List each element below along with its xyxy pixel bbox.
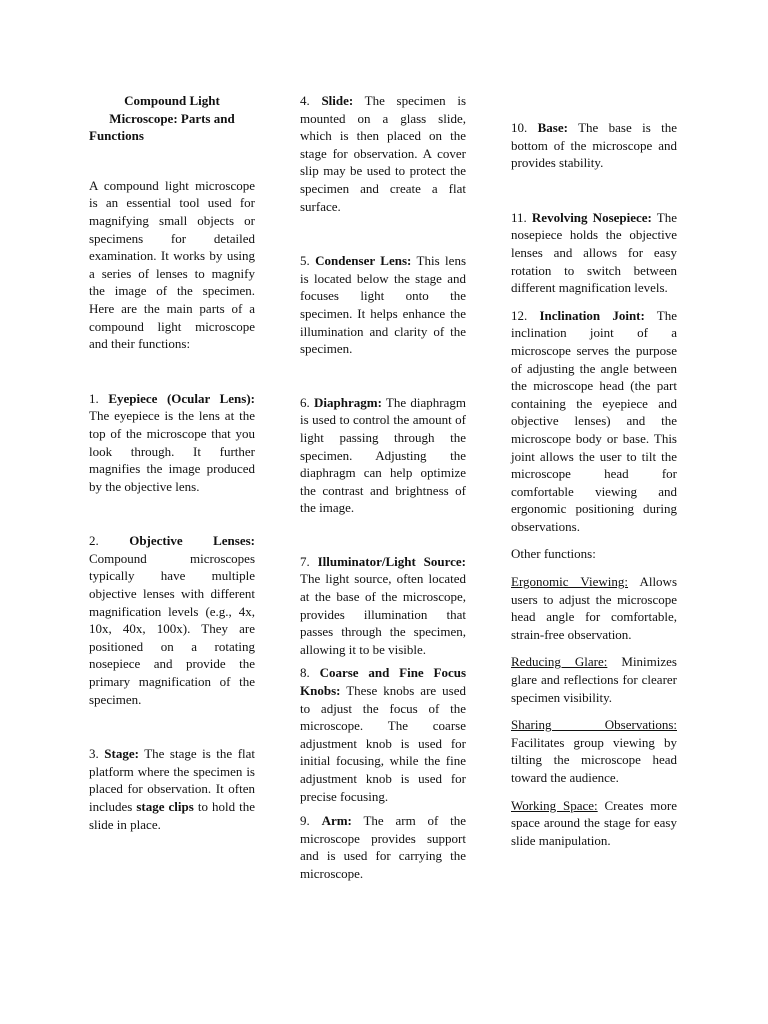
other-function-ergonomic <box>511 573 677 643</box>
item-term: Condenser Lens: <box>315 253 412 269</box>
item-illuminator <box>300 553 466 659</box>
item-stage <box>89 745 255 833</box>
other-function-working-space <box>511 797 677 850</box>
other-function-text: Allows users to adjust the microscope head angle for comfortable, strain-free observation. <box>511 574 677 642</box>
item-text: The inclination joint of a microscope serves the purpose of adjusting the angle between the microscope head (the part containing the eyepiece and objective lenses) and the microscope body or base. This joint allows the user to tilt the microscope head for comfortable viewing and ergonomic positioning during observations. <box>511 307 678 534</box>
item-number: 10. <box>511 120 528 135</box>
item-term: Slide: <box>321 93 354 108</box>
item-arm <box>300 812 466 882</box>
item-number: 1. <box>89 390 99 406</box>
item-number: 7. <box>300 553 310 569</box>
item-term: Eyepiece (Ocular Lens): <box>108 390 255 406</box>
other-function-text: Facilitates group viewing by tilting the microscope head toward the audience. <box>511 734 677 785</box>
item-slide <box>300 92 466 215</box>
intro-paragraph: A compound light microscope is an essential tool used for magnifying small objects or specimens for detailed examination. It works by using a series of lenses to magnify the image of the specimen. Here are the main parts of a compound light microscope and their functions: <box>89 177 255 352</box>
item-term: Arm: <box>321 813 352 829</box>
item-revolving-nosepiece <box>511 209 677 297</box>
item-number: 6. <box>300 394 310 410</box>
item-number: 8. <box>300 665 310 681</box>
item-term: Illuminator/Light Source: <box>317 553 466 569</box>
other-function-term: Reducing Glare: <box>511 654 608 670</box>
item-text: The arm of the microscope provides support and is used for carrying the microscope. <box>300 813 467 881</box>
item-number: 2. <box>89 533 99 549</box>
item-term: Objective Lenses: <box>129 533 255 549</box>
other-function-glare <box>511 653 677 706</box>
item-inclination-joint <box>511 307 677 536</box>
item-text: The diaphragm is used to control the amount of light passing through the specimen. Adjusting the diaphragm can help optimize the contrast and brightness of the image. <box>300 394 466 516</box>
other-function-term: Working Space: <box>511 797 598 813</box>
item-text: The specimen is mounted on a glass slide, which is then placed on the stage for observation. A cover slip may be used to protect the specimen and create a flat surface. <box>300 93 467 214</box>
item-text: The eyepiece is the lens at the top of the microscope that you look through. It further magnifies the image produced by the objective lens. <box>89 408 255 494</box>
item-number: 9. <box>300 813 310 829</box>
other-functions-heading: Other functions: <box>511 546 596 562</box>
other-function-text: Minimizes glare and reflections for clearer specimen visibility. <box>511 654 677 705</box>
item-diaphragm <box>300 394 466 517</box>
item-number: 3. <box>89 746 99 762</box>
item-term: Diaphragm: <box>314 394 382 410</box>
item-term: Base: <box>537 120 568 135</box>
item-text: These knobs are used to adjust the focus of the microscope. The coarse adjustment knob is used for initial focusing, while the fine adjustment knob is used for precise focusing. <box>300 683 466 804</box>
item-objective-lenses <box>89 532 255 708</box>
item-text: The stage is the flat platform where the specimen is placed for observation. It often includes <box>89 746 256 814</box>
other-function-term: Sharing Observations: <box>511 717 677 733</box>
item-term: Revolving Nosepiece: <box>531 209 652 225</box>
item-term-inline: stage clips <box>136 799 194 814</box>
item-text: The base is the bottom of the microscope and provides stability. <box>511 120 677 171</box>
item-base <box>511 119 677 172</box>
item-text: to hold the slide in place. <box>89 799 255 832</box>
item-number: 5. <box>300 253 310 269</box>
item-term: Stage: <box>104 746 139 762</box>
item-number: 11. <box>511 209 527 225</box>
item-term: Inclination Joint: <box>539 307 645 323</box>
item-condenser-lens <box>300 252 466 358</box>
item-text: The light source, often located at the base of the microscope, provides illumination that passes through the specimen, allowing it to be visible. <box>300 571 466 657</box>
item-eyepiece <box>89 390 255 496</box>
item-number: 4. <box>300 93 310 108</box>
page-title: Compound Light Microscope: Parts and Functions <box>89 93 235 144</box>
item-term: Coarse and Fine Focus Knobs: <box>300 665 466 699</box>
item-text: This lens is located below the stage and focuses light onto the specimen. It helps enhance the illumination and clarity of the specimen. <box>300 253 466 357</box>
column-3 <box>511 119 677 849</box>
other-function-sharing <box>511 716 677 786</box>
item-text: The nosepiece holds the objective lenses and allows for easy rotation to switch between different magnification levels. <box>511 209 677 296</box>
column-1 <box>89 92 255 833</box>
item-text: Compound microscopes typically have multiple objective lenses with different magnification levels (e.g., 4x, 10x, 40x, 100x). They are positioned on a rotating nosepiece and provide the primary magnification of the specimen. <box>89 550 255 707</box>
other-function-text: Creates more space around the stage for easy slide manipulation. <box>511 797 677 848</box>
item-focus-knobs <box>300 664 466 805</box>
item-number: 12. <box>511 307 528 323</box>
other-function-term: Ergonomic Viewing: <box>511 574 629 590</box>
column-2 <box>300 92 466 883</box>
